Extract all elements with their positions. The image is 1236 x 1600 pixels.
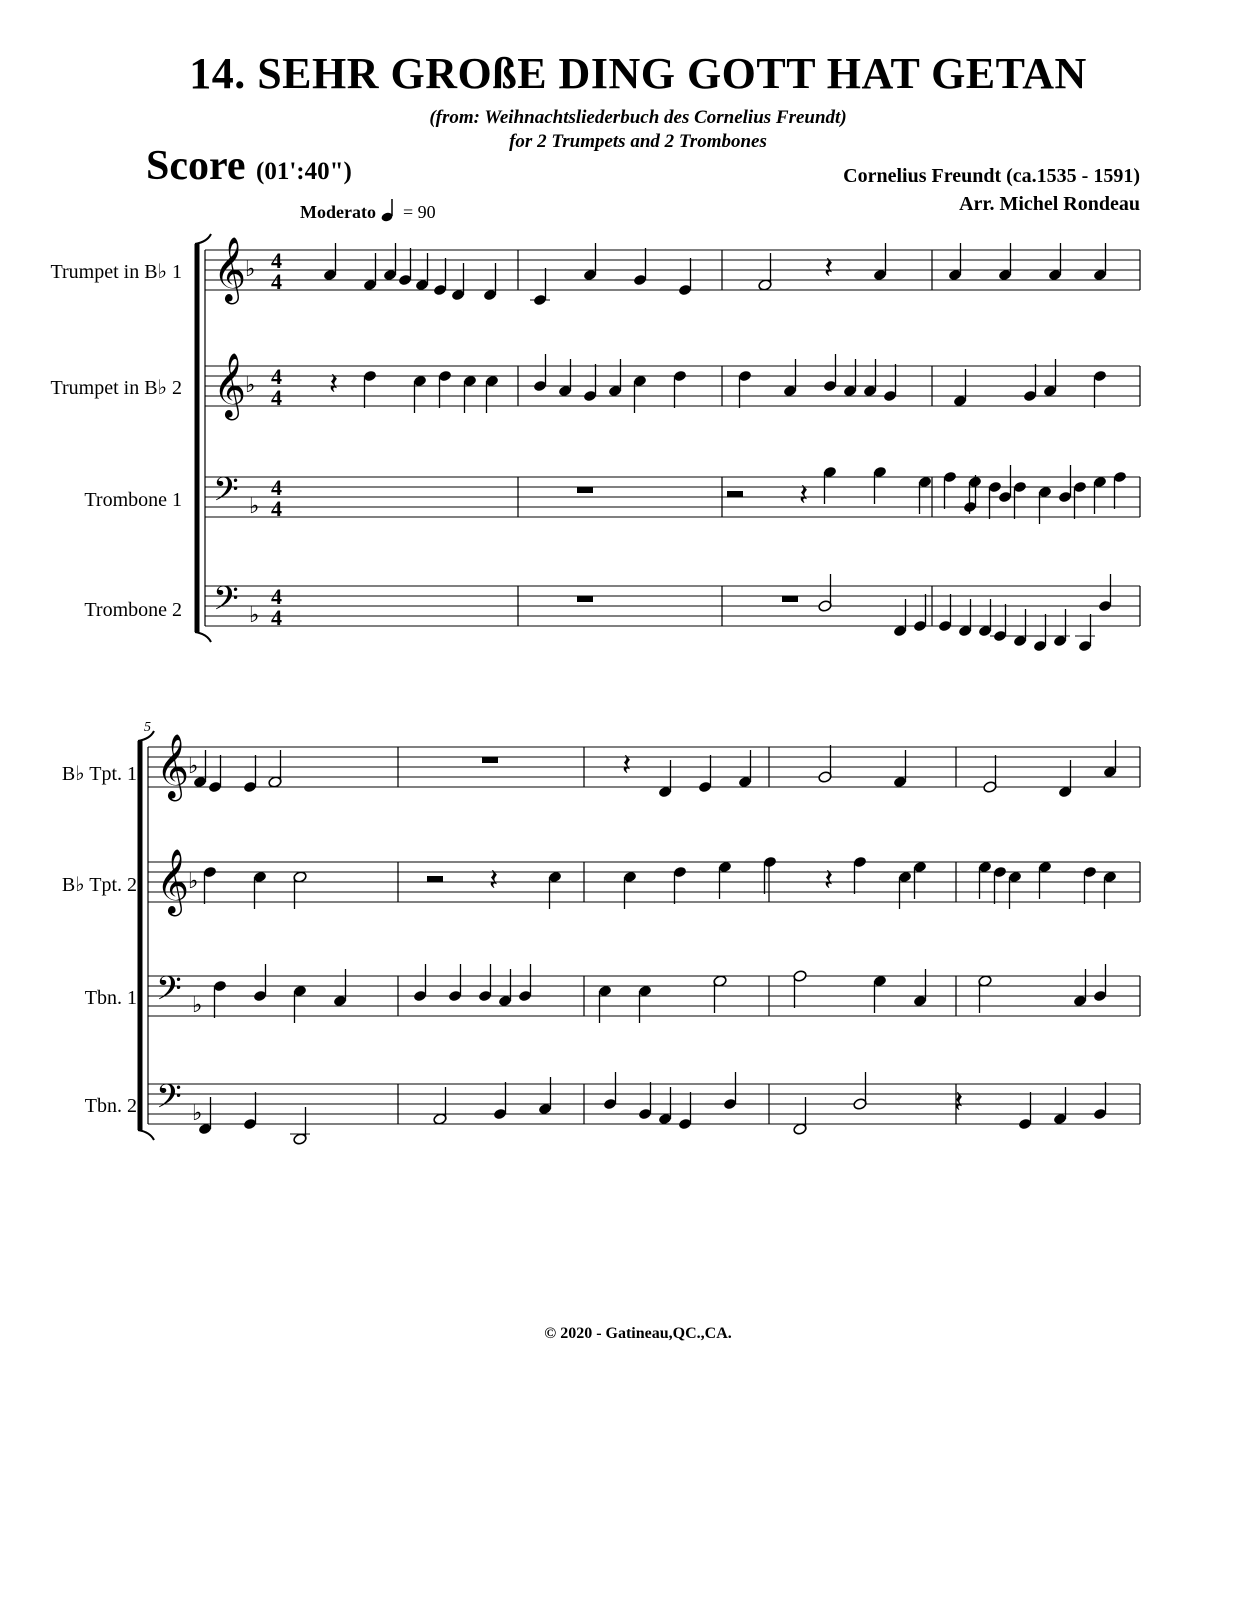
quarter-rest: 𝄽 bbox=[489, 864, 499, 897]
whole-rest bbox=[482, 757, 498, 763]
staff-1-1 bbox=[205, 237, 1140, 306]
instrumentation-line: for 2 Trumpets and 2 Trombones bbox=[509, 131, 767, 152]
system-1 bbox=[195, 234, 1140, 652]
key-signature-flat: ♭ bbox=[249, 493, 260, 518]
treble-clef: 𝄞 bbox=[156, 851, 190, 913]
part-label-trumpet-1: Trumpet in B♭ 1 bbox=[50, 261, 182, 283]
whole-rest bbox=[577, 596, 593, 602]
tempo-value: = 90 bbox=[402, 202, 436, 222]
bass-clef: 𝄢 bbox=[156, 1078, 182, 1123]
treble-clef: 𝄞 bbox=[213, 355, 247, 417]
staff-2-2 bbox=[148, 849, 1140, 916]
quarter-rest: 𝄽 bbox=[824, 864, 834, 897]
staff-2-4 bbox=[148, 1072, 1140, 1145]
duration: (01':40") bbox=[256, 158, 352, 185]
key-signature-flat: ♭ bbox=[249, 602, 260, 627]
bracket-hook-top bbox=[195, 234, 211, 244]
tempo-text: Moderato bbox=[300, 202, 376, 222]
time-signature-denominator: 4 bbox=[271, 605, 282, 630]
treble-clef: 𝄞 bbox=[156, 736, 190, 798]
copyright: © 2020 - Gatineau,QC.,CA. bbox=[544, 1325, 732, 1342]
quarter-rest: 𝄽 bbox=[329, 368, 339, 401]
key-signature-flat: ♭ bbox=[245, 372, 256, 397]
part-label-trumpet-2-short: B♭ Tpt. 2 bbox=[61, 874, 137, 896]
part-label-trombone-2: Trombone 2 bbox=[84, 599, 182, 621]
quarter-rest: 𝄽 bbox=[622, 749, 632, 782]
half-rest bbox=[727, 491, 743, 497]
staff-1-3 bbox=[205, 465, 1140, 524]
part-label-trumpet-1-short: B♭ Tpt. 1 bbox=[61, 763, 137, 785]
time-signature-numerator: 4 bbox=[271, 475, 282, 500]
time-signature-numerator: 4 bbox=[271, 364, 282, 389]
time-signature-denominator: 4 bbox=[271, 385, 282, 410]
system-2 bbox=[138, 720, 1140, 1145]
part-label-trombone-2-short: Tbn. 2 bbox=[84, 1095, 137, 1117]
composer: Cornelius Freundt (ca.1535 - 1591) bbox=[843, 165, 1140, 187]
key-signature-flat: ♭ bbox=[188, 868, 199, 893]
quarter-rest: 𝄽 bbox=[954, 1086, 964, 1119]
quarter-rest: 𝄽 bbox=[824, 252, 834, 285]
source-line: (from: Weihnachtsliederbuch des Cornelius Freundt) bbox=[429, 107, 847, 128]
quarter-rest: 𝄽 bbox=[799, 479, 809, 512]
staves bbox=[138, 234, 1140, 1145]
bracket-hook-bottom bbox=[138, 1130, 154, 1140]
whole-rest bbox=[577, 487, 593, 493]
staff-2-1 bbox=[148, 734, 1140, 801]
bass-clef: 𝄢 bbox=[213, 471, 239, 516]
key-signature-flat: ♭ bbox=[245, 256, 256, 281]
key-signature-flat: ♭ bbox=[188, 753, 199, 778]
staff-1-2 bbox=[205, 353, 1140, 420]
staff-1-4 bbox=[205, 574, 1140, 652]
staff-2-3 bbox=[148, 964, 1140, 1023]
time-signature-denominator: 4 bbox=[271, 496, 282, 521]
key-signature-flat: ♭ bbox=[192, 1100, 203, 1125]
treble-clef: 𝄞 bbox=[213, 239, 247, 301]
score-title: 14. SEHR GROßE DING GOTT HAT GETAN bbox=[189, 49, 1087, 98]
whole-rest bbox=[782, 596, 798, 602]
part-label-trombone-1-short: Tbn. 1 bbox=[84, 987, 137, 1009]
time-signature-numerator: 4 bbox=[271, 248, 282, 273]
bass-clef: 𝄢 bbox=[213, 580, 239, 625]
arranger: Arr. Michel Rondeau bbox=[959, 193, 1140, 215]
part-label-trumpet-2: Trumpet in B♭ 2 bbox=[50, 377, 182, 399]
time-signature-numerator: 4 bbox=[271, 584, 282, 609]
half-rest bbox=[427, 876, 443, 882]
key-signature-flat: ♭ bbox=[192, 992, 203, 1017]
measure-number: 5 bbox=[144, 720, 151, 735]
score-label: Score bbox=[146, 143, 246, 189]
time-signature-denominator: 4 bbox=[271, 269, 282, 294]
bass-clef: 𝄢 bbox=[156, 970, 182, 1015]
bracket-hook-bottom bbox=[195, 632, 211, 642]
part-label-trombone-1: Trombone 1 bbox=[84, 489, 182, 511]
